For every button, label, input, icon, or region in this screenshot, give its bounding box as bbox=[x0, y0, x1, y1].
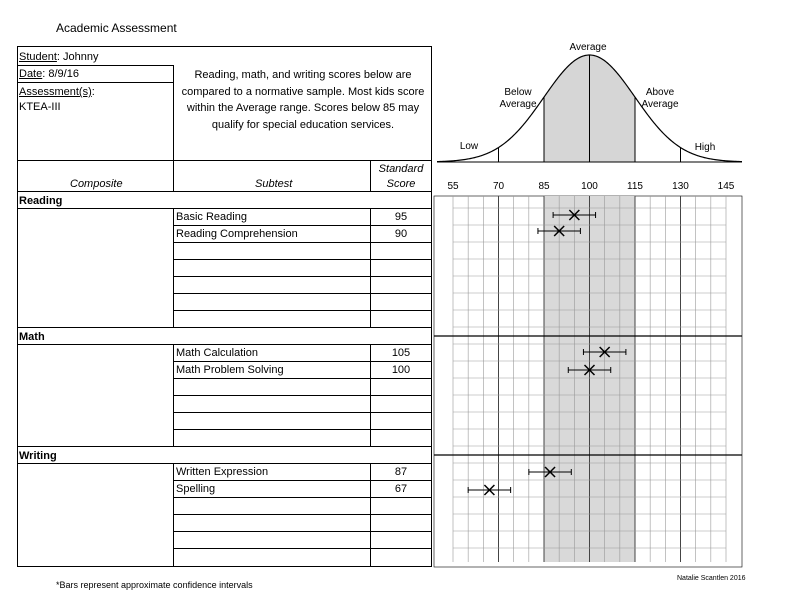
footnote: *Bars represent approximate confidence intervals bbox=[56, 580, 253, 590]
label-average: Average bbox=[569, 42, 607, 53]
label-above-average-2: Average bbox=[641, 99, 679, 110]
label-low: Low bbox=[459, 141, 479, 152]
header-score-line2: Score bbox=[386, 178, 416, 190]
composite-math: Math bbox=[19, 331, 45, 343]
subtest-name: Math Calculation bbox=[176, 347, 258, 359]
subtest-score: 67 bbox=[394, 483, 408, 495]
subtest-name: Reading Comprehension bbox=[176, 228, 298, 240]
label-below-average-2: Average bbox=[499, 99, 537, 110]
subtest-name: Basic Reading bbox=[176, 211, 247, 223]
subtest-name: Math Problem Solving bbox=[176, 364, 284, 376]
header-subtest: Subtest bbox=[255, 178, 293, 190]
label-above-average-1: Above bbox=[645, 87, 675, 98]
subtest-name: Written Expression bbox=[176, 466, 269, 478]
description-text: Reading, math, and writing scores below are compared to a normative sample. Most kids score within the Average range. Scores below 85 may qualify for special education services. bbox=[181, 69, 425, 131]
x-tick-label: 115 bbox=[627, 181, 643, 192]
date-field: Date: 8/9/16 bbox=[19, 68, 79, 80]
chart-grid bbox=[434, 196, 742, 567]
x-axis bbox=[447, 181, 734, 192]
subtest-score: 87 bbox=[394, 466, 408, 478]
assessment-field: Assessment(s): bbox=[19, 86, 95, 98]
subtest-score: 90 bbox=[394, 228, 408, 240]
subtest-score: 95 bbox=[394, 211, 408, 223]
label-high: High bbox=[694, 142, 716, 153]
credit: Natalie Scantlen 2016 bbox=[677, 575, 746, 582]
x-tick-label: 70 bbox=[492, 181, 505, 192]
header-composite: Composite bbox=[70, 178, 123, 190]
assessment-test: KTEA-III bbox=[19, 101, 61, 113]
x-tick-label: 130 bbox=[672, 181, 689, 192]
subtest-score: 105 bbox=[391, 347, 411, 359]
composite-writing: Writing bbox=[19, 450, 57, 462]
subtest-score: 100 bbox=[391, 364, 411, 376]
page-title: Academic Assessment bbox=[56, 21, 177, 35]
subtest-name: Spelling bbox=[176, 483, 216, 495]
student-field: Student: Johnny bbox=[19, 51, 99, 63]
x-tick-label: 145 bbox=[717, 181, 735, 192]
x-tick-label: 100 bbox=[581, 181, 598, 192]
composite-reading: Reading bbox=[19, 195, 63, 207]
x-tick-label: 85 bbox=[538, 181, 550, 192]
header-score-line1: Standard bbox=[378, 163, 424, 175]
label-below-average-1: Below bbox=[504, 87, 532, 98]
x-tick-label: 55 bbox=[447, 181, 459, 192]
